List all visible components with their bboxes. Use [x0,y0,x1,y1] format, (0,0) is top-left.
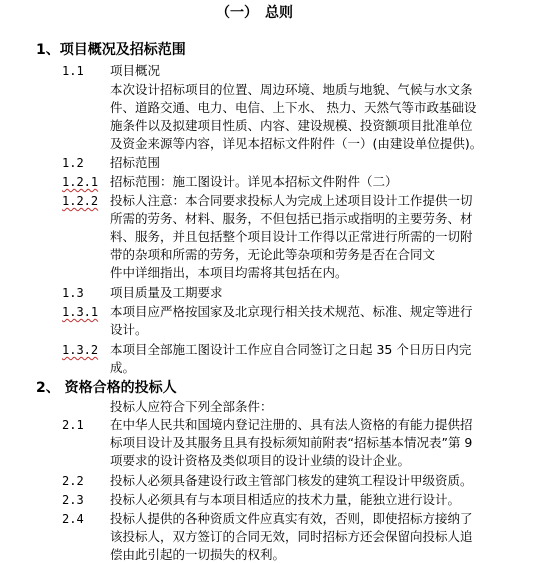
paragraph-line: 标项目设计及其服务且具有投标须知前附表“招标基本情况表”第 9 [110,435,473,450]
clause-number: 1.3 [62,286,84,300]
paragraph-line: 投标人必须具备建设行政主管部门核发的建筑工程设计甲级资质。 [110,473,473,488]
paragraph-line: 带的杂项和所需的劳务，无论此等杂项和劳务是否在合同文 [110,247,436,262]
clause-title: 项目质量及工期要求 [110,285,223,300]
paragraph-line: 招标范围：施工图设计。详见本招标文件附件（二） [110,174,398,189]
clause-number: 2.4 [62,512,84,526]
section-1-heading: 1、项目概况及招标范围 [36,42,186,58]
paragraph-line: 本次设计招标项目的位置、周边环境、地质与地貌、气候与水文条 [110,82,473,97]
paragraph-line: 料、服务，并且包括整个项目设计工作得以正常进行所需的一切附 [110,229,473,244]
clause-title: 项目概况 [110,63,161,78]
paragraph-line: 投标人必须具有与本项目相适应的技术力量，能独立进行设计。 [110,492,461,507]
paragraph-line: 成。 [110,360,136,375]
section-intro: 投标人应符合下列全部条件： [110,399,273,414]
paragraph-line: 项要求的设计资格及类似项目的设计业绩的设计企业。 [110,453,411,468]
paragraph-line: 施条件以及拟建项目性质、内容、建设规模、投资额项目批准单位 [110,118,473,133]
paragraph-line: 在中华人民共和国境内登记注册的、具有法人资格的有能力提供招 [110,417,473,432]
paragraph-line: 投标人注意：本合同要求投标人为完成上述项目设计工作提供一切 [110,193,473,208]
clause-title: 招标范围 [110,155,161,170]
document-title: （一） 总则 [216,5,293,21]
paragraph-line: 偿由此引起的一切损失的权利。 [110,547,286,562]
clause-number: 2.1 [62,418,84,432]
clause-number: 1.2 [62,156,84,170]
clause-number: 1.3.2 [62,343,99,357]
paragraph-line: 该投标人，双方签订的合同无效，同时招标方还会保留向投标人追 [110,529,473,544]
clause-number: 1.1 [62,64,84,78]
clause-number: 1.3.1 [62,305,99,319]
paragraph-line: 所需的劳务、材料、服务，不但包括已指示或指明的主要劳务、材 [110,211,473,226]
paragraph-line: 件、道路交通、电力、电信、上下水、 热力、天然气等市政基础设 [110,100,477,115]
clause-number: 1.2.2 [62,194,99,208]
section-2-heading: 2、 资格合格的投标人 [36,380,177,396]
paragraph-line: 及资金来源等内容，详见本招标文件附件（一）(由建设单位提供)。 [110,136,483,151]
paragraph-line: 件中详细指出，本项目均需将其包括在内。 [110,265,348,280]
clause-number: 2.2 [62,474,84,488]
clause-number: 2.3 [62,493,84,507]
paragraph-line: 投标人提供的各种资质文件应真实有效，否则，即使招标方接纳了 [110,511,473,526]
paragraph-line: 本项目应严格按国家及北京现行相关技术规范、标准、规定等进行 [110,304,473,319]
paragraph-line: 设计。 [110,322,148,337]
paragraph-line: 本项目全部施工图设计工作应自合同签订之日起 35 个日历日内完 [110,342,472,357]
clause-number: 1.2.1 [62,175,99,189]
